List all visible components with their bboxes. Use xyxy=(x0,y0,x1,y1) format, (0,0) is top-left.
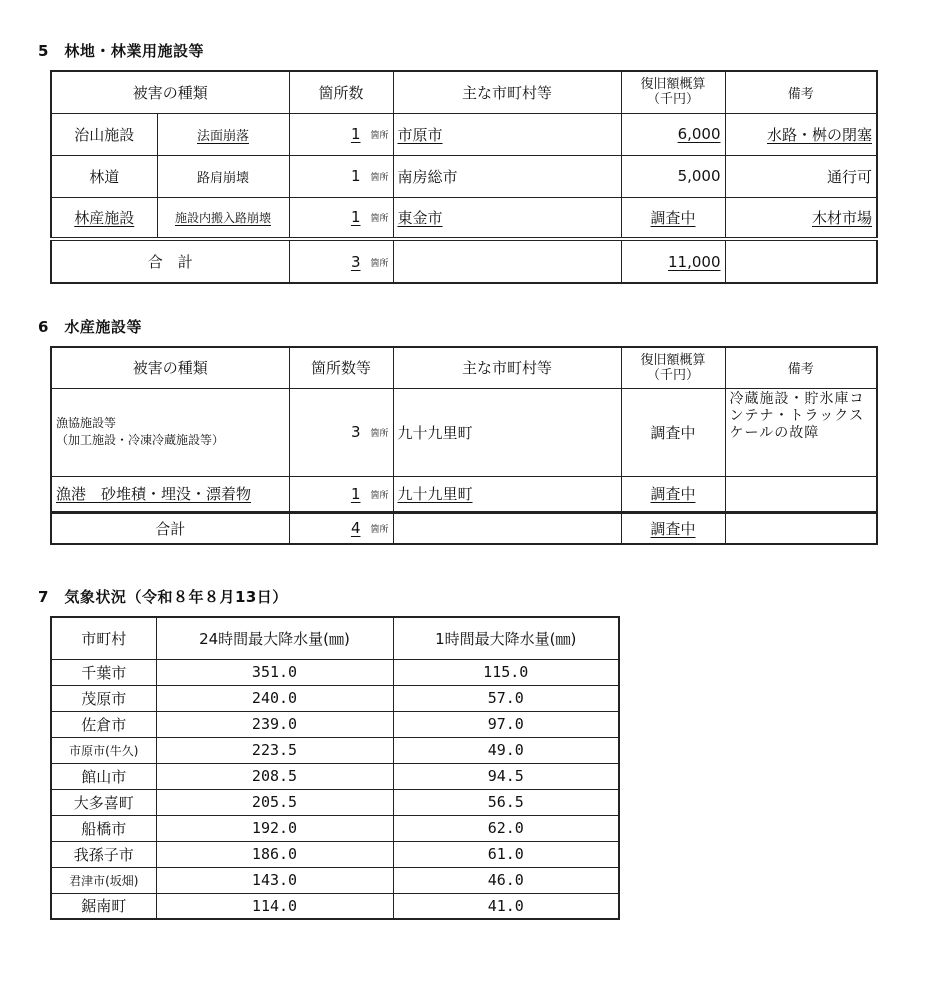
header-1h-rainfall: 1時間最大降水量(㎜) xyxy=(393,617,619,659)
table-header-row xyxy=(51,71,877,113)
cost-value: 調査中 xyxy=(621,388,725,476)
rainfall-1h: 56.5 xyxy=(393,789,619,815)
header-city: 主な市町村等 xyxy=(393,347,621,388)
table-row xyxy=(51,659,619,685)
fishery-damage-table xyxy=(50,346,878,545)
rainfall-1h: 41.0 xyxy=(393,893,619,919)
count-unit: 箇所 xyxy=(370,173,389,183)
count-unit: 箇所 xyxy=(370,490,389,501)
city-name: 千葉市 xyxy=(51,659,156,685)
header-city: 市町村 xyxy=(51,617,156,659)
total-label: 合 計 xyxy=(51,239,289,283)
total-cost: 11,000 xyxy=(621,239,725,283)
table-row xyxy=(51,815,619,841)
table-row xyxy=(51,867,619,893)
count-value: 1 xyxy=(350,484,361,503)
note-text: 水路・桝の閉塞 xyxy=(725,113,877,155)
table-row xyxy=(51,685,619,711)
count-value: 3 xyxy=(350,423,361,441)
total-city xyxy=(393,512,621,544)
total-cost: 調査中 xyxy=(621,512,725,544)
city-name: 九十九里町 xyxy=(393,476,621,512)
city-name: 東金市 xyxy=(393,197,621,239)
city-name: 館山市 xyxy=(51,763,156,789)
header-note: 備考 xyxy=(725,347,877,388)
total-note xyxy=(725,512,877,544)
damage-type: 漁港 砂堆積・埋没・漂着物 xyxy=(51,476,289,512)
table-row xyxy=(51,763,619,789)
city-name: 船橋市 xyxy=(51,815,156,841)
city-name: 鋸南町 xyxy=(51,893,156,919)
count-unit: 箇所 xyxy=(370,429,389,439)
total-count: 4 xyxy=(350,519,361,538)
total-label: 合計 xyxy=(51,512,289,544)
city-name: 南房総市 xyxy=(393,155,621,197)
table-row xyxy=(51,197,877,239)
table-row xyxy=(51,711,619,737)
rainfall-24h: 114.0 xyxy=(156,893,393,919)
count-value: 1 xyxy=(350,167,361,185)
header-count: 箇所数 xyxy=(289,71,393,113)
count-unit: 箇所 xyxy=(370,214,389,225)
rainfall-24h: 223.5 xyxy=(156,737,393,763)
count-unit: 箇所 xyxy=(370,131,389,141)
table-header-row xyxy=(51,347,877,388)
note-text xyxy=(725,476,877,512)
table-row xyxy=(51,113,877,155)
rainfall-1h: 46.0 xyxy=(393,867,619,893)
table-row xyxy=(51,789,619,815)
rainfall-24h: 186.0 xyxy=(156,841,393,867)
total-row xyxy=(51,239,877,283)
rainfall-1h: 57.0 xyxy=(393,685,619,711)
city-name: 大多喜町 xyxy=(51,789,156,815)
damage-subtype: 法面崩落 xyxy=(157,113,289,155)
table-row xyxy=(51,737,619,763)
cost-value: 調査中 xyxy=(621,197,725,239)
rainfall-1h: 115.0 xyxy=(393,659,619,685)
table-header-row xyxy=(51,617,619,659)
damage-category: 治山施設 xyxy=(51,113,157,155)
table-row xyxy=(51,893,619,919)
note-text: 木材市場 xyxy=(725,197,877,239)
forest-damage-table xyxy=(50,70,878,284)
city-name: 我孫子市 xyxy=(51,841,156,867)
table-row xyxy=(51,388,877,476)
rainfall-24h: 351.0 xyxy=(156,659,393,685)
rainfall-1h: 94.5 xyxy=(393,763,619,789)
rainfall-24h: 208.5 xyxy=(156,763,393,789)
section5-title: 5 林地・林業用施設等 xyxy=(38,42,204,60)
total-note xyxy=(725,239,877,283)
count-unit: 箇所 xyxy=(370,525,389,536)
damage-subtype: 路肩崩壊 xyxy=(157,155,289,197)
rainfall-1h: 97.0 xyxy=(393,711,619,737)
city-name: 茂原市 xyxy=(51,685,156,711)
rainfall-1h: 61.0 xyxy=(393,841,619,867)
rainfall-24h: 192.0 xyxy=(156,815,393,841)
rainfall-1h: 62.0 xyxy=(393,815,619,841)
note-text: 冷蔵施設・貯氷庫コンテナ・トラックスケールの故障 xyxy=(725,388,877,476)
cost-value: 6,000 xyxy=(621,113,725,155)
header-note: 備考 xyxy=(725,71,877,113)
damage-category: 林道 xyxy=(51,155,157,197)
damage-category: 林産施設 xyxy=(51,197,157,239)
rainfall-24h: 240.0 xyxy=(156,685,393,711)
rainfall-table xyxy=(50,616,620,920)
rainfall-1h: 49.0 xyxy=(393,737,619,763)
damage-subtype: 施設内搬入路崩壊 xyxy=(157,197,289,239)
rainfall-24h: 143.0 xyxy=(156,867,393,893)
section7-title: 7 気象状況（令和８年８月13日） xyxy=(38,588,288,606)
city-name: 佐倉市 xyxy=(51,711,156,737)
city-name: 市原市(牛久) xyxy=(51,737,156,763)
city-name: 君津市(坂畑) xyxy=(51,867,156,893)
damage-type: 漁協施設等 （加工施設・冷凍冷蔵施設等） xyxy=(51,388,289,476)
table-row xyxy=(51,155,877,197)
city-name: 九十九里町 xyxy=(393,388,621,476)
section6-title: 6 水産施設等 xyxy=(38,318,142,336)
count-value: 1 xyxy=(350,125,361,143)
note-text: 通行可 xyxy=(725,155,877,197)
total-city xyxy=(393,239,621,283)
header-cost: 復旧額概算 （千円） xyxy=(621,347,725,388)
table-row xyxy=(51,841,619,867)
count-value: 1 xyxy=(350,208,361,227)
table-row xyxy=(51,476,877,512)
total-row xyxy=(51,512,877,544)
count-unit: 箇所 xyxy=(370,258,389,269)
cost-value: 調査中 xyxy=(621,476,725,512)
city-name: 市原市 xyxy=(393,113,621,155)
header-count: 箇所数等 xyxy=(289,347,393,388)
header-24h-rainfall: 24時間最大降水量(㎜) xyxy=(156,617,393,659)
header-damage-type: 被害の種類 xyxy=(51,347,289,388)
header-cost: 復旧額概算 （千円） xyxy=(621,71,725,113)
cost-value: 5,000 xyxy=(621,155,725,197)
total-count: 3 xyxy=(350,252,361,271)
header-damage-type: 被害の種類 xyxy=(51,71,289,113)
rainfall-24h: 239.0 xyxy=(156,711,393,737)
rainfall-24h: 205.5 xyxy=(156,789,393,815)
header-city: 主な市町村等 xyxy=(393,71,621,113)
